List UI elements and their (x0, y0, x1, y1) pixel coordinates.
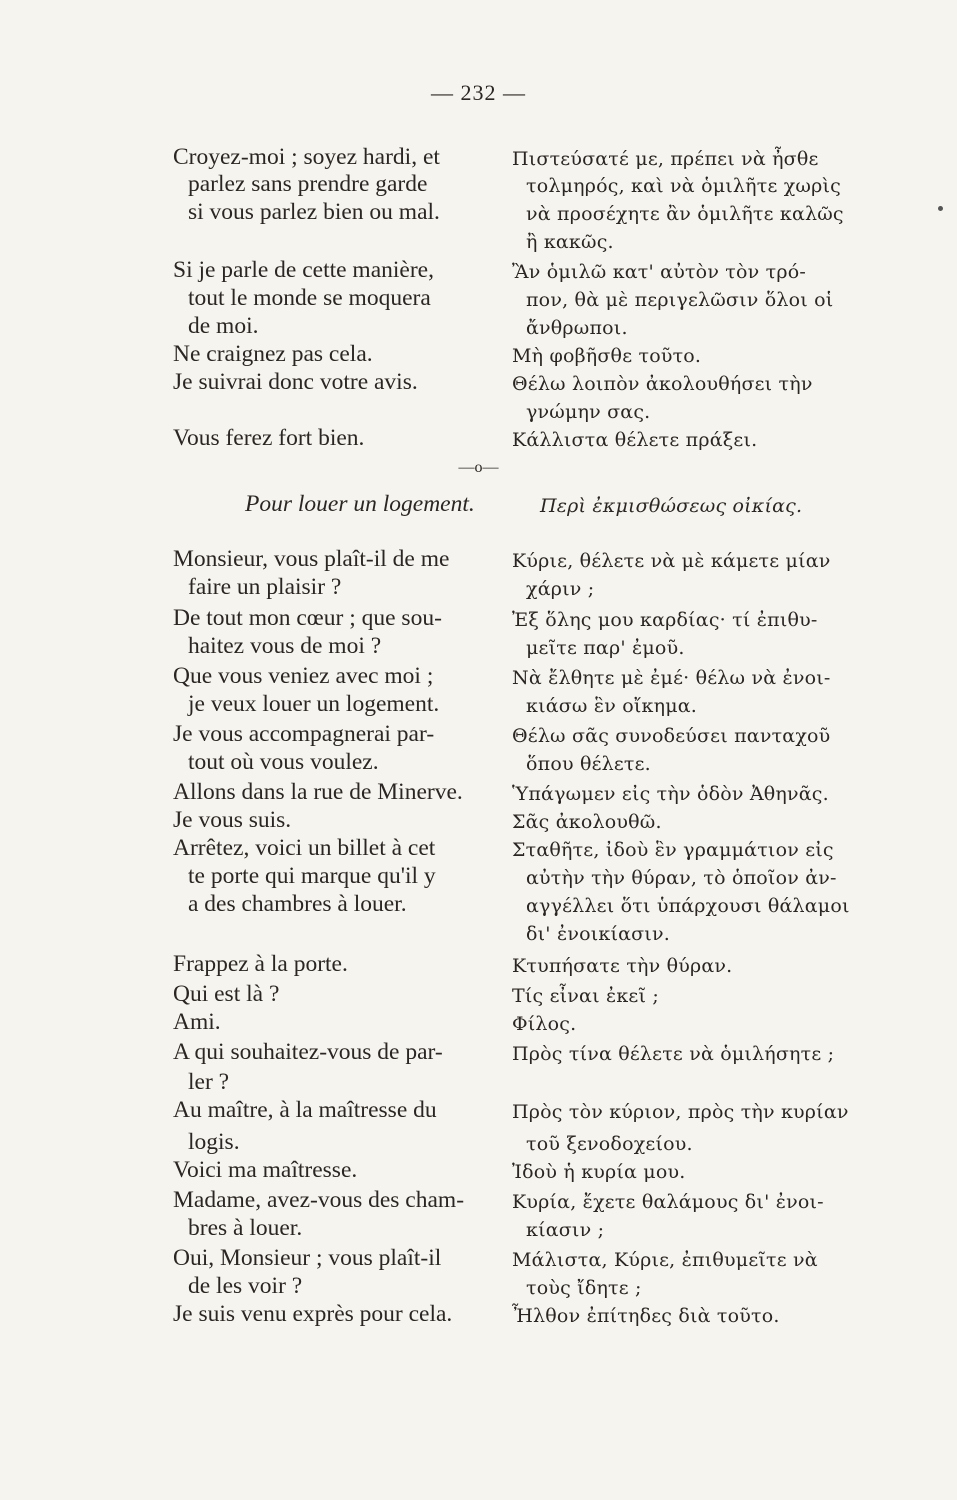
greek-line: Ἂν ὁμιλῶ κατ' αὐτὸν τὸν τρό- (512, 261, 806, 283)
greek-line: Φίλος. (512, 1013, 577, 1035)
french-line: Que vous veniez avec moi ; (173, 663, 434, 689)
french-line: Madame, avez-vous des cham- (173, 1187, 465, 1213)
french-line: Qui est là ? (173, 981, 280, 1007)
section-title-french: Pour louer un logement. (245, 491, 475, 517)
greek-line: Ἰδοὺ ἡ κυρία μου. (512, 1161, 686, 1183)
greek-line: Πιστεύσατέ με, πρέπει νὰ ἦσθε (512, 148, 819, 170)
french-line: haitez vous de moi ? (188, 633, 382, 659)
french-line: Ne craignez pas cela. (173, 341, 373, 367)
french-line: Monsieur, vous plaît-il de me (173, 546, 450, 572)
section-separator: —o— (458, 459, 499, 476)
greek-line: Νὰ ἔλθητε μὲ ἐμέ· θέλω νὰ ἐνοι- (512, 667, 831, 689)
greek-line: τοῦ ξενοδοχείου. (526, 1133, 693, 1155)
greek-line: Σᾶς ἀκολουθῶ. (512, 811, 662, 833)
french-line: Je vous accompagnerai par- (173, 721, 435, 747)
french-line: Voici ma maîtresse. (173, 1157, 358, 1183)
greek-line: Μὴ φοβῆσθε τοῦτο. (512, 345, 702, 367)
french-line: Arrêtez, voici un billet à cet (173, 835, 436, 861)
greek-line: τολμηρός, καὶ νὰ ὁμιλῆτε χωρὶς (526, 175, 841, 197)
french-line: Au maître, à la maîtresse du (173, 1097, 437, 1123)
french-line: a des chambres à louer. (188, 891, 407, 917)
greek-line: χάριν ; (526, 578, 595, 600)
greek-line: νὰ προσέχητε ἂν ὁμιλῆτε καλῶς (526, 203, 844, 225)
greek-line: Σταθῆτε, ἰδοὺ ἓν γραμμάτιον εἰς (512, 839, 834, 861)
greek-line: πον, θὰ μὲ περιγελῶσιν ὅλοι οἱ (526, 289, 834, 311)
french-line: bres à louer. (188, 1215, 303, 1241)
page-number: — 232 — (431, 80, 526, 105)
greek-line: δι' ἐνοικίασιν. (526, 923, 670, 945)
french-line: Oui, Monsieur ; vous plaît-il (173, 1245, 442, 1271)
greek-line: Πρὸς τίνα θέλετε νὰ ὁμιλήσητε ; (512, 1043, 835, 1065)
french-line: logis. (188, 1129, 240, 1155)
greek-line: Θέλω λοιπὸν ἀκολουθήσει τὴν (512, 373, 813, 395)
french-line: te porte qui marque qu'il y (188, 863, 436, 889)
greek-line: κίασιν ; (526, 1219, 605, 1241)
greek-line: Θέλω σᾶς συνοδεύσει πανταχοῦ (512, 725, 831, 747)
french-line: tout où vous voulez. (188, 749, 379, 775)
french-line: Je suis venu exprès pour cela. (173, 1301, 453, 1327)
greek-line: μεῖτε παρ' ἐμοῦ. (526, 637, 685, 659)
greek-line: Τίς εἶναι ἐκεῖ ; (512, 985, 659, 1007)
french-line: parlez sans prendre garde (188, 171, 428, 197)
greek-line: Ὑπάγωμεν εἰς τὴν ὁδὸν Ἀθηνᾶς. (512, 783, 829, 805)
greek-line: Πρὸς τὸν κύριον, πρὸς τὴν κυρίαν (512, 1101, 849, 1123)
greek-line: Κάλλιστα θέλετε πράξει. (512, 429, 758, 451)
french-line: Ami. (173, 1009, 221, 1035)
greek-line: ἢ κακῶς. (526, 231, 614, 253)
greek-line: Μάλιστα, Κύριε, ἐπιθυμεῖτε νὰ (512, 1249, 818, 1271)
greek-line: κιάσω ἓν οἴκημα. (526, 695, 698, 717)
french-line: A qui souhaitez-vous de par- (173, 1039, 443, 1065)
french-line: Vous ferez fort bien. (173, 425, 365, 451)
french-line: si vous parlez bien ou mal. (188, 199, 440, 225)
greek-line: ἄνθρωποι. (526, 317, 628, 339)
french-line: Si je parle de cette manière, (173, 257, 434, 283)
greek-line: Ἐξ ὅλης μου καρδίας· τί ἐπιθυ- (512, 609, 818, 631)
french-line: Je vous suis. (173, 807, 292, 833)
french-line: Frappez à la porte. (173, 951, 348, 977)
greek-line: γνώμην σας. (526, 401, 651, 423)
greek-line: τοὺς ἴδητε ; (526, 1277, 642, 1299)
french-line: de les voir ? (188, 1273, 303, 1299)
greek-line: ὅπου θέλετε. (526, 753, 651, 775)
french-line: ler ? (188, 1069, 230, 1095)
french-line: Je suivrai donc votre avis. (173, 369, 418, 395)
section-title-greek: Περὶ ἐκμισθώσεως οἰκίας. (540, 495, 803, 517)
greek-line: Κυρία, ἔχετε θαλάμους δι' ἐνοι- (512, 1191, 824, 1213)
french-line: Allons dans la rue de Minerve. (173, 779, 463, 805)
french-line: je veux louer un logement. (188, 691, 440, 717)
greek-line: αὐτὴν τὴν θύραν, τὸ ὁποῖον ἀν- (526, 867, 837, 889)
greek-line: αγγέλλει ὅτι ὑπάρχουσι θάλαμοι (526, 895, 850, 917)
greek-line: Ἦλθον ἐπίτηδες διὰ τοῦτο. (512, 1305, 780, 1327)
french-line: De tout mon cœur ; que sou- (173, 605, 442, 631)
french-line: tout le monde se moquera (188, 285, 431, 311)
french-line: de moi. (188, 313, 259, 339)
greek-line: Κτυπήσατε τὴν θύραν. (512, 955, 733, 977)
french-line: faire un plaisir ? (188, 574, 342, 600)
french-line: Croyez-moi ; soyez hardi, et (173, 144, 440, 170)
greek-line: Κύριε, θέλετε νὰ μὲ κάμετε μίαν (512, 550, 831, 572)
